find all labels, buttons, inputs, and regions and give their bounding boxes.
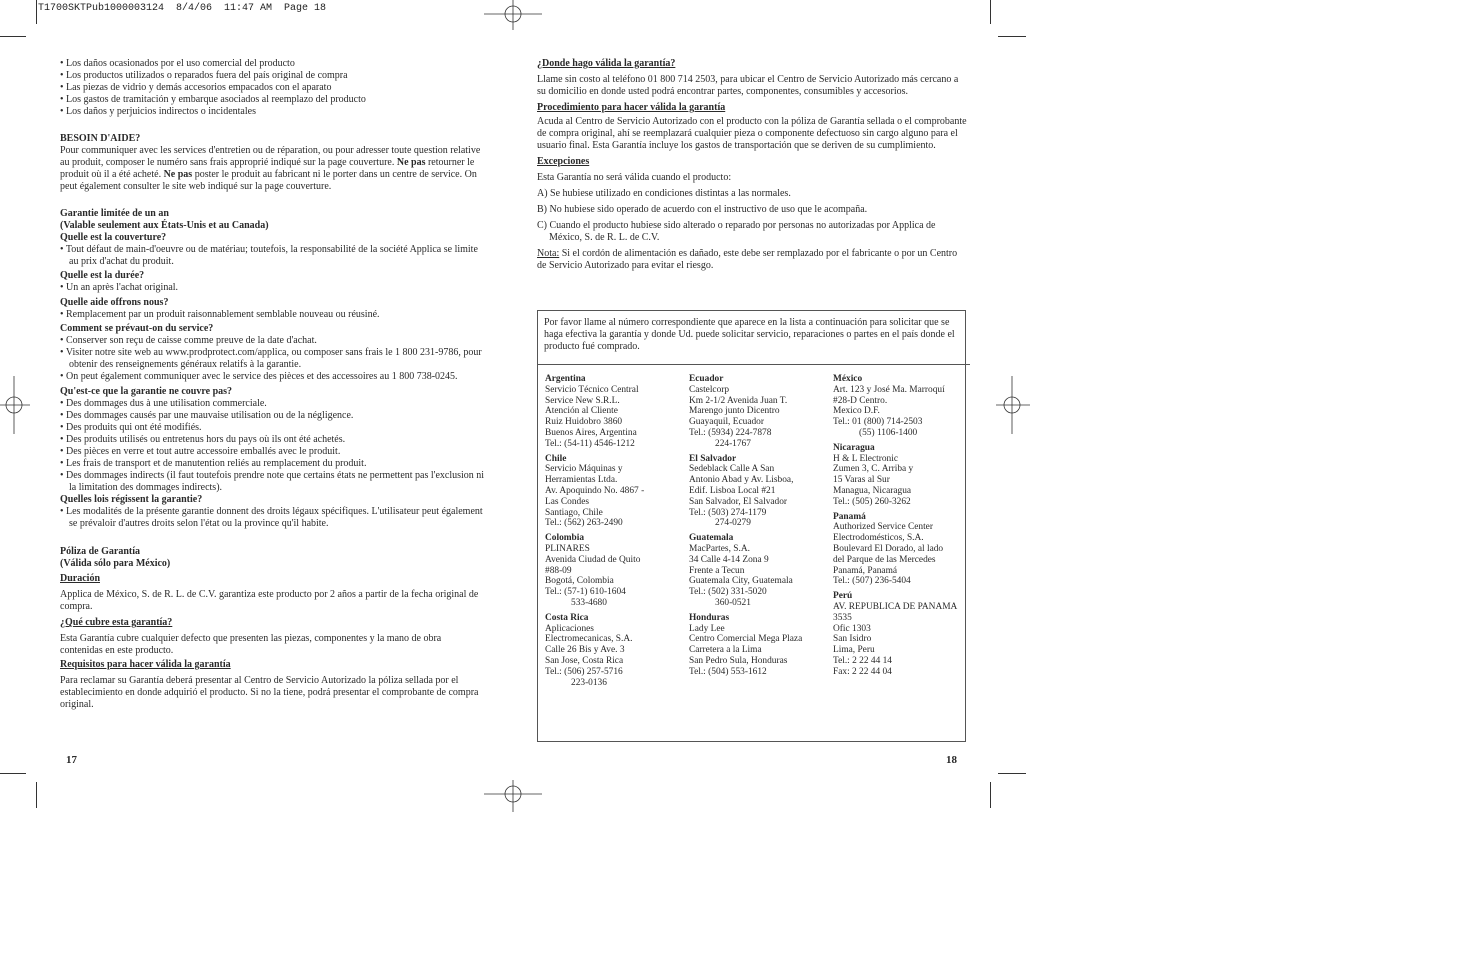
address-line: 34 Calle 4-14 Zona 9	[689, 554, 769, 565]
address-line: Tel.: (57-1) 610-1604	[545, 587, 626, 598]
registration-mark-icon	[0, 376, 30, 434]
crop-mark	[0, 36, 26, 37]
paragraph: Esta Garantía no será válida cuando el producto:	[537, 172, 732, 183]
address-line: Tel.: (506) 257-5716	[545, 666, 623, 677]
paragraph: Esta Garantía cubre cualquier defecto que presenten las piezas, componentes y la mano de obra contenidas en este producto.	[60, 633, 442, 656]
phone-line: 224-1767	[715, 438, 751, 449]
address-line: #28-D Centro.	[833, 395, 888, 406]
crop-mark	[998, 36, 1026, 37]
address-line: Frente a Tecun	[689, 565, 745, 576]
list-item: • Des dommages dus à une utilisation commerciale.	[60, 398, 267, 409]
country-name: Ecuador	[689, 374, 724, 384]
address-line: San Jose, Costa Rica	[545, 655, 624, 666]
registration-mark-icon	[996, 376, 1030, 434]
crop-mark	[36, 0, 37, 24]
page-number: 18	[946, 754, 957, 766]
print-slug: T1700SKTPub1000003124 8/4/06 11:47 AM Page 18	[38, 3, 327, 14]
address-line: Avenida Ciudad de Quito	[545, 554, 641, 565]
address-line: Authorized Service Center	[833, 522, 933, 533]
page-number: 17	[66, 754, 77, 766]
note: Nota: Si el cordón de alimentación es dañado, este debe ser remplazado por el fabricante o por un Centro de Servicio Autorizado para evitar el riesgo.	[537, 248, 958, 271]
subsection-heading: Procedimiento para hacer válida la garantía	[537, 102, 726, 113]
list-item: B) No hubiese sido operado de acuerdo con el instructivo de uso que le acompaña.	[537, 204, 868, 215]
address-line: Fax: 2 22 44 04	[833, 666, 892, 677]
service-center-entry	[545, 374, 683, 450]
list-item: • Des produits qui ont été modifiés.	[60, 422, 202, 433]
list-item: • Las piezas de vidrio y demás accesorios empacados con el aparato	[60, 82, 332, 93]
crop-mark	[0, 773, 26, 774]
address-line: Tel.: (5934) 224-7878	[689, 427, 772, 438]
address-line: Guatemala City, Guatemala	[689, 576, 793, 587]
address-line: Edif. Lisboa Local #21	[689, 485, 776, 496]
address-line: Km 2-1/2 Avenida Juan T.	[689, 395, 788, 406]
crop-mark	[998, 773, 1026, 774]
address-line: Electrodomésticos, S.A.	[833, 533, 924, 544]
address-line: Tel.: (503) 274-1179	[689, 507, 767, 518]
address-line: Tel.: (54-11) 4546-1212	[545, 438, 635, 449]
address-line: PLINARES	[545, 543, 590, 554]
phone-line: 360-0521	[715, 597, 751, 608]
subsection-heading: ¿Donde hago válida la garantía?	[537, 58, 676, 69]
service-directory-box	[537, 310, 966, 742]
question-heading: Comment se prévaut-on du service?	[60, 323, 214, 334]
address-line: 3535	[833, 612, 852, 623]
address-line: MacPartes, S.A.	[689, 543, 750, 554]
divider	[538, 364, 970, 365]
address-line: Ofic 1303	[833, 623, 871, 634]
service-center-entry	[545, 613, 683, 689]
subsection-heading: Excepciones	[537, 156, 590, 167]
address-line: Tel.: (562) 263-2490	[545, 518, 623, 529]
paragraph: Pour communiquer avec les services d'entretien ou de réparation, ou pour adresser toute question relative au produit, composer le numéro sans frais approprié indiqué sur la page couverture. Ne pas retourner le produit où il a été acheté. Ne pas poster le produit au fabricant ni le porter dans un centre de service. On peut également consulter le site web indiqué sur la page couverture.	[60, 145, 481, 192]
address-line: Service New S.R.L.	[545, 395, 620, 406]
address-line: H & L Electronic	[833, 453, 898, 464]
directory-intro: Por favor llame al número correspondiente que aparece en la lista a continuación para solicitar que se haga efectiva la garantía y donde Ud. puede solicitar servicio, reparaciones o partes en el país donde el producto fué comprado.	[544, 317, 955, 352]
address-line: Art. 123 y José Ma. Marroquí	[833, 384, 945, 395]
country-name: Nicaragua	[833, 442, 875, 453]
list-item: A) Se hubiese utilizado en condiciones distintas a las normales.	[537, 188, 791, 199]
directory-column-2	[689, 374, 827, 682]
question-heading: Quelle est la durée?	[60, 270, 145, 281]
list-item: • Des dommages causés par une mauvaise utilisation ou de la négligence.	[60, 410, 354, 421]
section-heading: BESOIN D'AIDE?	[60, 133, 141, 144]
address-line: Las Condes	[545, 496, 590, 507]
crop-mark	[990, 0, 991, 24]
paragraph: Applica de México, S. de R. L. de C.V. garantiza este producto por 2 años a partir de la fecha original de compra.	[60, 589, 479, 612]
address-line: del Parque de las Mercedes	[833, 554, 936, 565]
list-item: • Des produits utilisés ou entretenus hors du pays où ils ont été achetés.	[60, 434, 346, 445]
question-heading: Quelle aide offrons nous?	[60, 297, 169, 308]
country-name: El Salvador	[689, 453, 737, 464]
address-line: Ruiz Huidobro 3860	[545, 417, 623, 428]
list-item: • Los productos utilizados o reparados fuera del país original de compra	[60, 70, 348, 81]
address-line: Buenos Aires, Argentina	[545, 427, 637, 438]
address-line: Boulevard El Dorado, al lado	[833, 543, 944, 554]
address-line: San Pedro Sula, Honduras	[689, 655, 788, 666]
crop-mark	[36, 782, 37, 808]
service-center-entry	[545, 454, 683, 530]
address-line: Managua, Nicaragua	[833, 485, 912, 496]
directory-column-3	[833, 374, 971, 682]
list-item: • Des pièces en verre et tout autre accessoire emballés avec le produit.	[60, 446, 341, 457]
intro-bullets	[60, 58, 485, 118]
list-item: • Los daños ocasionados por el uso comercial del producto	[60, 58, 295, 69]
address-line: Bogotá, Colombia	[545, 576, 614, 587]
list-item: • On peut également communiquer avec le service des pièces et des accessoires au 1 800 738-0245.	[60, 371, 458, 382]
list-item: • Tout défaut de main-d'oeuvre ou de matériau; toutefois, la responsabilité de la société Applica se limite au prix d'achat du produit.	[60, 244, 478, 267]
address-line: Servicio Máquinas y	[545, 464, 623, 475]
question-heading: Quelles lois régissent la garantie?	[60, 494, 203, 505]
subsection-heading: ¿Qué cubre esta garantía?	[60, 617, 173, 628]
directory-column-1	[545, 374, 683, 692]
section-heading: Póliza de Garantía	[60, 546, 140, 557]
list-item: • Los daños y perjuicios indirectos o incidentales	[60, 106, 256, 117]
country-name: México	[833, 374, 863, 384]
phone-line: (55) 1106-1400	[859, 427, 918, 438]
list-item: • Conserver son reçu de caisse comme preuve de la date d'achat.	[60, 335, 317, 346]
registration-mark-icon	[484, 0, 542, 32]
section-subheading: (Valable seulement aux États-Unis et au Canada)	[60, 220, 269, 231]
address-line: Castelcorp	[689, 384, 730, 395]
country-name: Colombia	[545, 533, 585, 544]
address-line: San Salvador, El Salvador	[689, 496, 788, 507]
address-line: Tel.: (502) 331-5020	[689, 587, 767, 598]
country-name: Perú	[833, 591, 853, 602]
address-line: Tel.: (505) 260-3262	[833, 496, 911, 507]
service-center-entry	[689, 533, 827, 609]
list-item: C) Cuando el producto hubiese sido alterado o reparado por personas no autorizadas por Applica de México, S. de R. L. de C.V.	[537, 220, 936, 243]
paragraph: Llame sin costo al teléfono 01 800 714 2503, para ubicar el Centro de Servicio Autorizado más cercano a su domicilio en donde usted podrá encontrar partes, componentes, consumibles y accesorios.	[537, 74, 959, 97]
address-line: AV. REPUBLICA DE PANAMA	[833, 601, 958, 612]
service-center-entry	[833, 512, 971, 588]
address-line: Tel.: 2 22 44 14	[833, 655, 892, 666]
address-line: Tel.: 01 (800) 714-2503	[833, 417, 923, 428]
address-line: Tel.: (504) 553-1612	[689, 666, 767, 677]
country-name: Chile	[545, 453, 567, 464]
country-name: Honduras	[689, 612, 730, 623]
address-line: Sedeblack Calle A San	[689, 464, 775, 475]
address-line: Aplicaciones	[545, 623, 594, 634]
crop-mark	[990, 782, 991, 808]
phone-line: 533-4680	[571, 597, 607, 608]
address-line: Marengo junto Dicentro	[689, 406, 780, 417]
address-line: Calle 26 Bis y Ave. 3	[545, 645, 625, 656]
country-name: Guatemala	[689, 533, 734, 544]
address-line: Lady Lee	[689, 623, 725, 634]
address-line: Lima, Peru	[833, 645, 875, 656]
address-line: San Isidro	[833, 634, 872, 645]
list-item: • Visiter notre site web au www.prodprotect.com/applica, ou composer sans frais le 1 800 231-9786, pour obtenir des renseignements généraux relatifs à la garantie.	[60, 347, 482, 370]
address-line: Guayaquil, Ecuador	[689, 417, 764, 428]
service-center-entry	[545, 533, 683, 609]
subsection-heading: Requisitos para hacer válida la garantía	[60, 659, 231, 670]
service-center-entry	[833, 443, 971, 508]
service-center-entry	[689, 613, 827, 678]
service-center-entry	[833, 374, 971, 439]
list-item: • Un an après l'achat original.	[60, 282, 179, 293]
service-center-entry	[833, 591, 971, 677]
address-line: Herramientas Ltda.	[545, 475, 618, 486]
list-item: • Des dommages indirects (il faut toutefois prendre note que certains états ne permettent pas l'exclusion ni la limitation des dommages indirects).	[60, 470, 485, 493]
address-line: Santiago, Chile	[545, 507, 603, 518]
list-item: • Remplacement par un produit raisonnablement semblable nouveau ou réusiné.	[60, 309, 380, 320]
country-name: Panamá	[833, 511, 866, 522]
list-item: • Los gastos de tramitación y embarque asociados al reemplazo del producto	[60, 94, 366, 105]
section-subheading: (Válida sólo para México)	[60, 558, 171, 569]
address-line: Atención al Cliente	[545, 406, 618, 417]
question-heading: Qu'est-ce que la garantie ne couvre pas?	[60, 386, 233, 397]
service-center-entry	[689, 374, 827, 450]
address-line: Panamá, Panamá	[833, 565, 898, 576]
list-item: • Les frais de transport et de manutention reliés au remplacement du produit.	[60, 458, 367, 469]
phone-line: 274-0279	[715, 518, 751, 529]
country-name: Costa Rica	[545, 612, 589, 623]
address-line: Antonio Abad y Av. Lisboa,	[689, 475, 794, 486]
registration-mark-icon	[484, 780, 542, 812]
address-line: Av. Apoquindo No. 4867 -	[545, 485, 645, 496]
right-page	[537, 58, 967, 272]
subsection-heading: Duración	[60, 573, 100, 584]
country-name: Argentina	[545, 374, 586, 384]
address-line: Centro Comercial Mega Plaza	[689, 634, 803, 645]
address-line: Electromecanicas, S.A.	[545, 634, 633, 645]
address-line: Mexico D.F.	[833, 406, 880, 417]
service-center-entry	[689, 454, 827, 530]
address-line: Carretera a la Lima	[689, 645, 762, 656]
list-item: • Les modalités de la présente garantie donnent des droits légaux spécifiques. L'utilisateur peut également se prévaloir d'autres droits selon l'état ou la province qu'il habite.	[60, 506, 483, 529]
paragraph: Acuda al Centro de Servicio Autorizado con el producto con la póliza de Garantía sellada o el comprobante de compra original, ahí se reemplazará cualquier pieza o componente defectuoso sin cargo alguno para el usuario final. Esta Garantía incluye los gastos de transportación que se deriven de su cumplimiento.	[537, 116, 967, 151]
address-line: Zumen 3, C. Arriba y	[833, 464, 914, 475]
address-line: 15 Varas al Sur	[833, 475, 890, 486]
left-page	[60, 58, 485, 711]
phone-line: 223-0136	[571, 677, 607, 688]
paragraph: Para reclamar su Garantía deberá presentar al Centro de Servicio Autorizado la póliza sellada por el establecimiento en donde adquirió el producto. Si no la tiene, podrá presentar el comprobante de compra original.	[60, 675, 479, 710]
address-line: Tel.: (507) 236-5404	[833, 576, 911, 587]
address-line: #88-09	[545, 565, 572, 576]
question-heading: Quelle est la couverture?	[60, 232, 167, 243]
address-line: Servicio Técnico Central	[545, 384, 639, 395]
section-heading: Garantie limitée de un an	[60, 208, 169, 219]
